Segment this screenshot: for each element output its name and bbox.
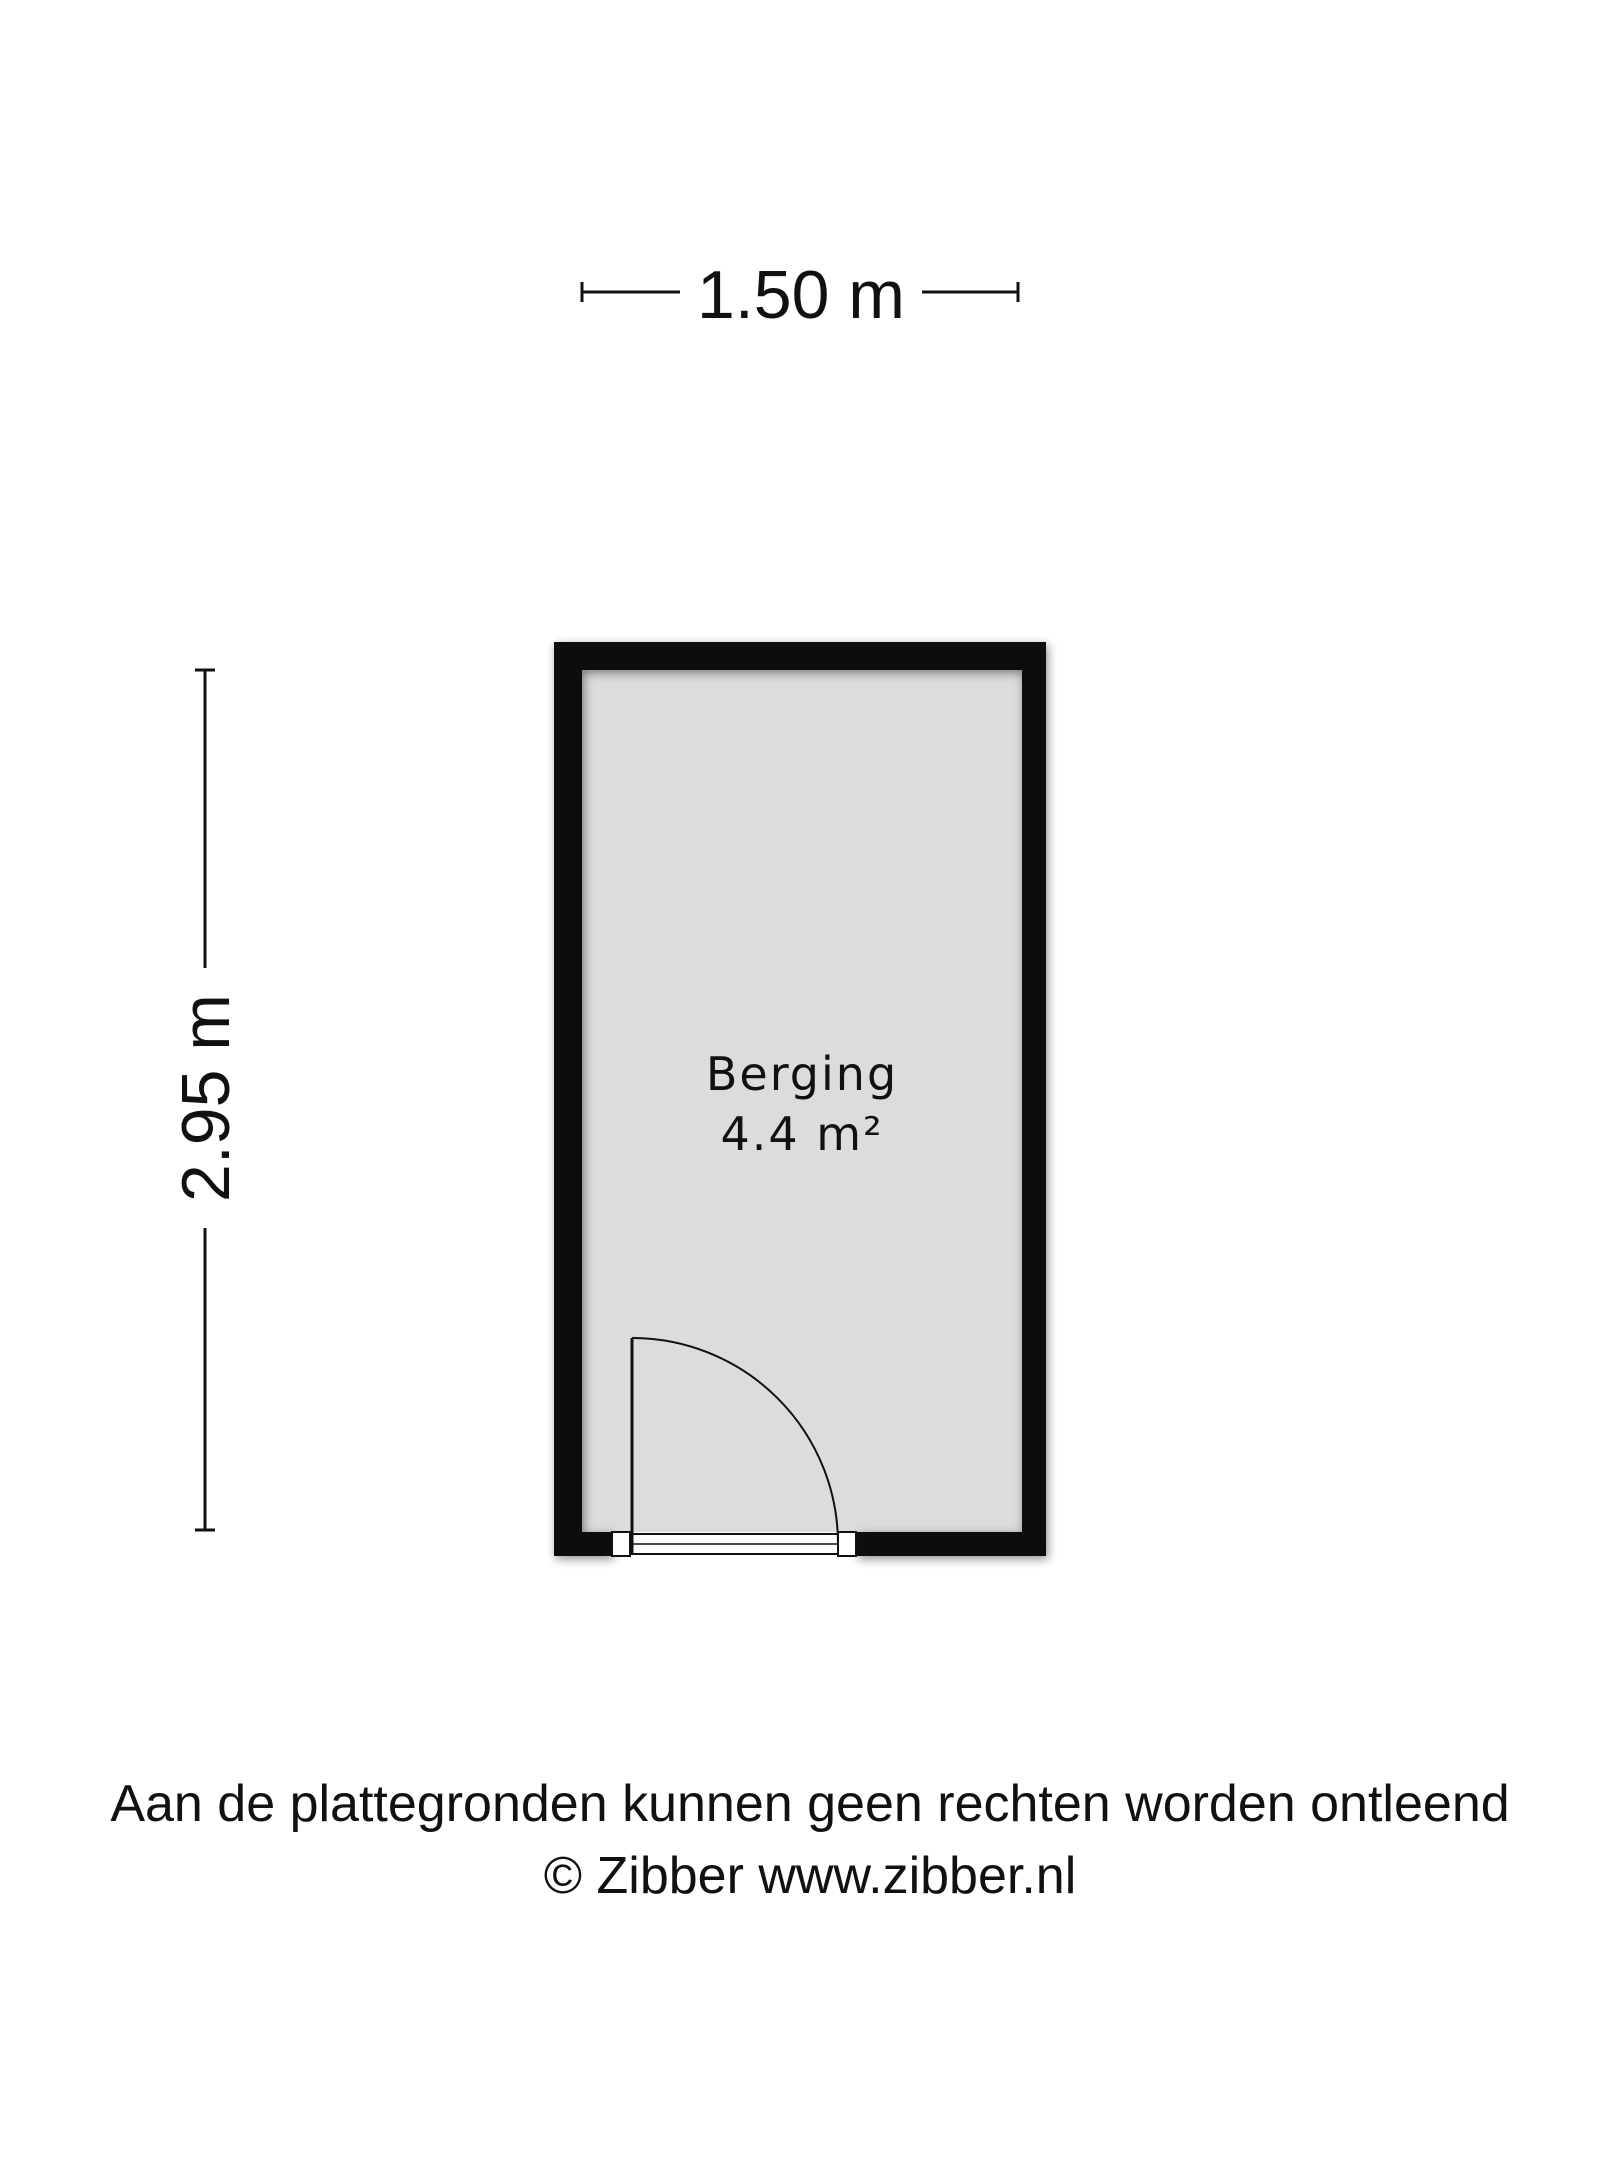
room-name: Berging (705, 1047, 899, 1101)
wall-bottom-left (554, 1532, 612, 1556)
door-jamb-right (838, 1532, 856, 1556)
wall-bottom-right (856, 1532, 1046, 1556)
width-dimension-label: 1.50 m (697, 257, 905, 333)
wall-right (1022, 642, 1046, 1556)
room-floor (582, 670, 1022, 1532)
footer (0, 1768, 1620, 1912)
length-dimension-label: 2.95 m (168, 994, 244, 1202)
copyright-text: © Zibber www.zibber.nl (543, 1847, 1077, 1905)
width-dimension (582, 257, 1018, 333)
room-area: 4.4 m² (720, 1107, 884, 1161)
door-jamb-left (612, 1532, 630, 1556)
room-berging (554, 642, 1046, 1556)
wall-left (554, 642, 582, 1556)
disclaimer-text: Aan de plattegronden kunnen geen rechten worden ontleend (110, 1775, 1510, 1833)
length-dimension (168, 670, 244, 1530)
wall-top (554, 642, 1046, 670)
